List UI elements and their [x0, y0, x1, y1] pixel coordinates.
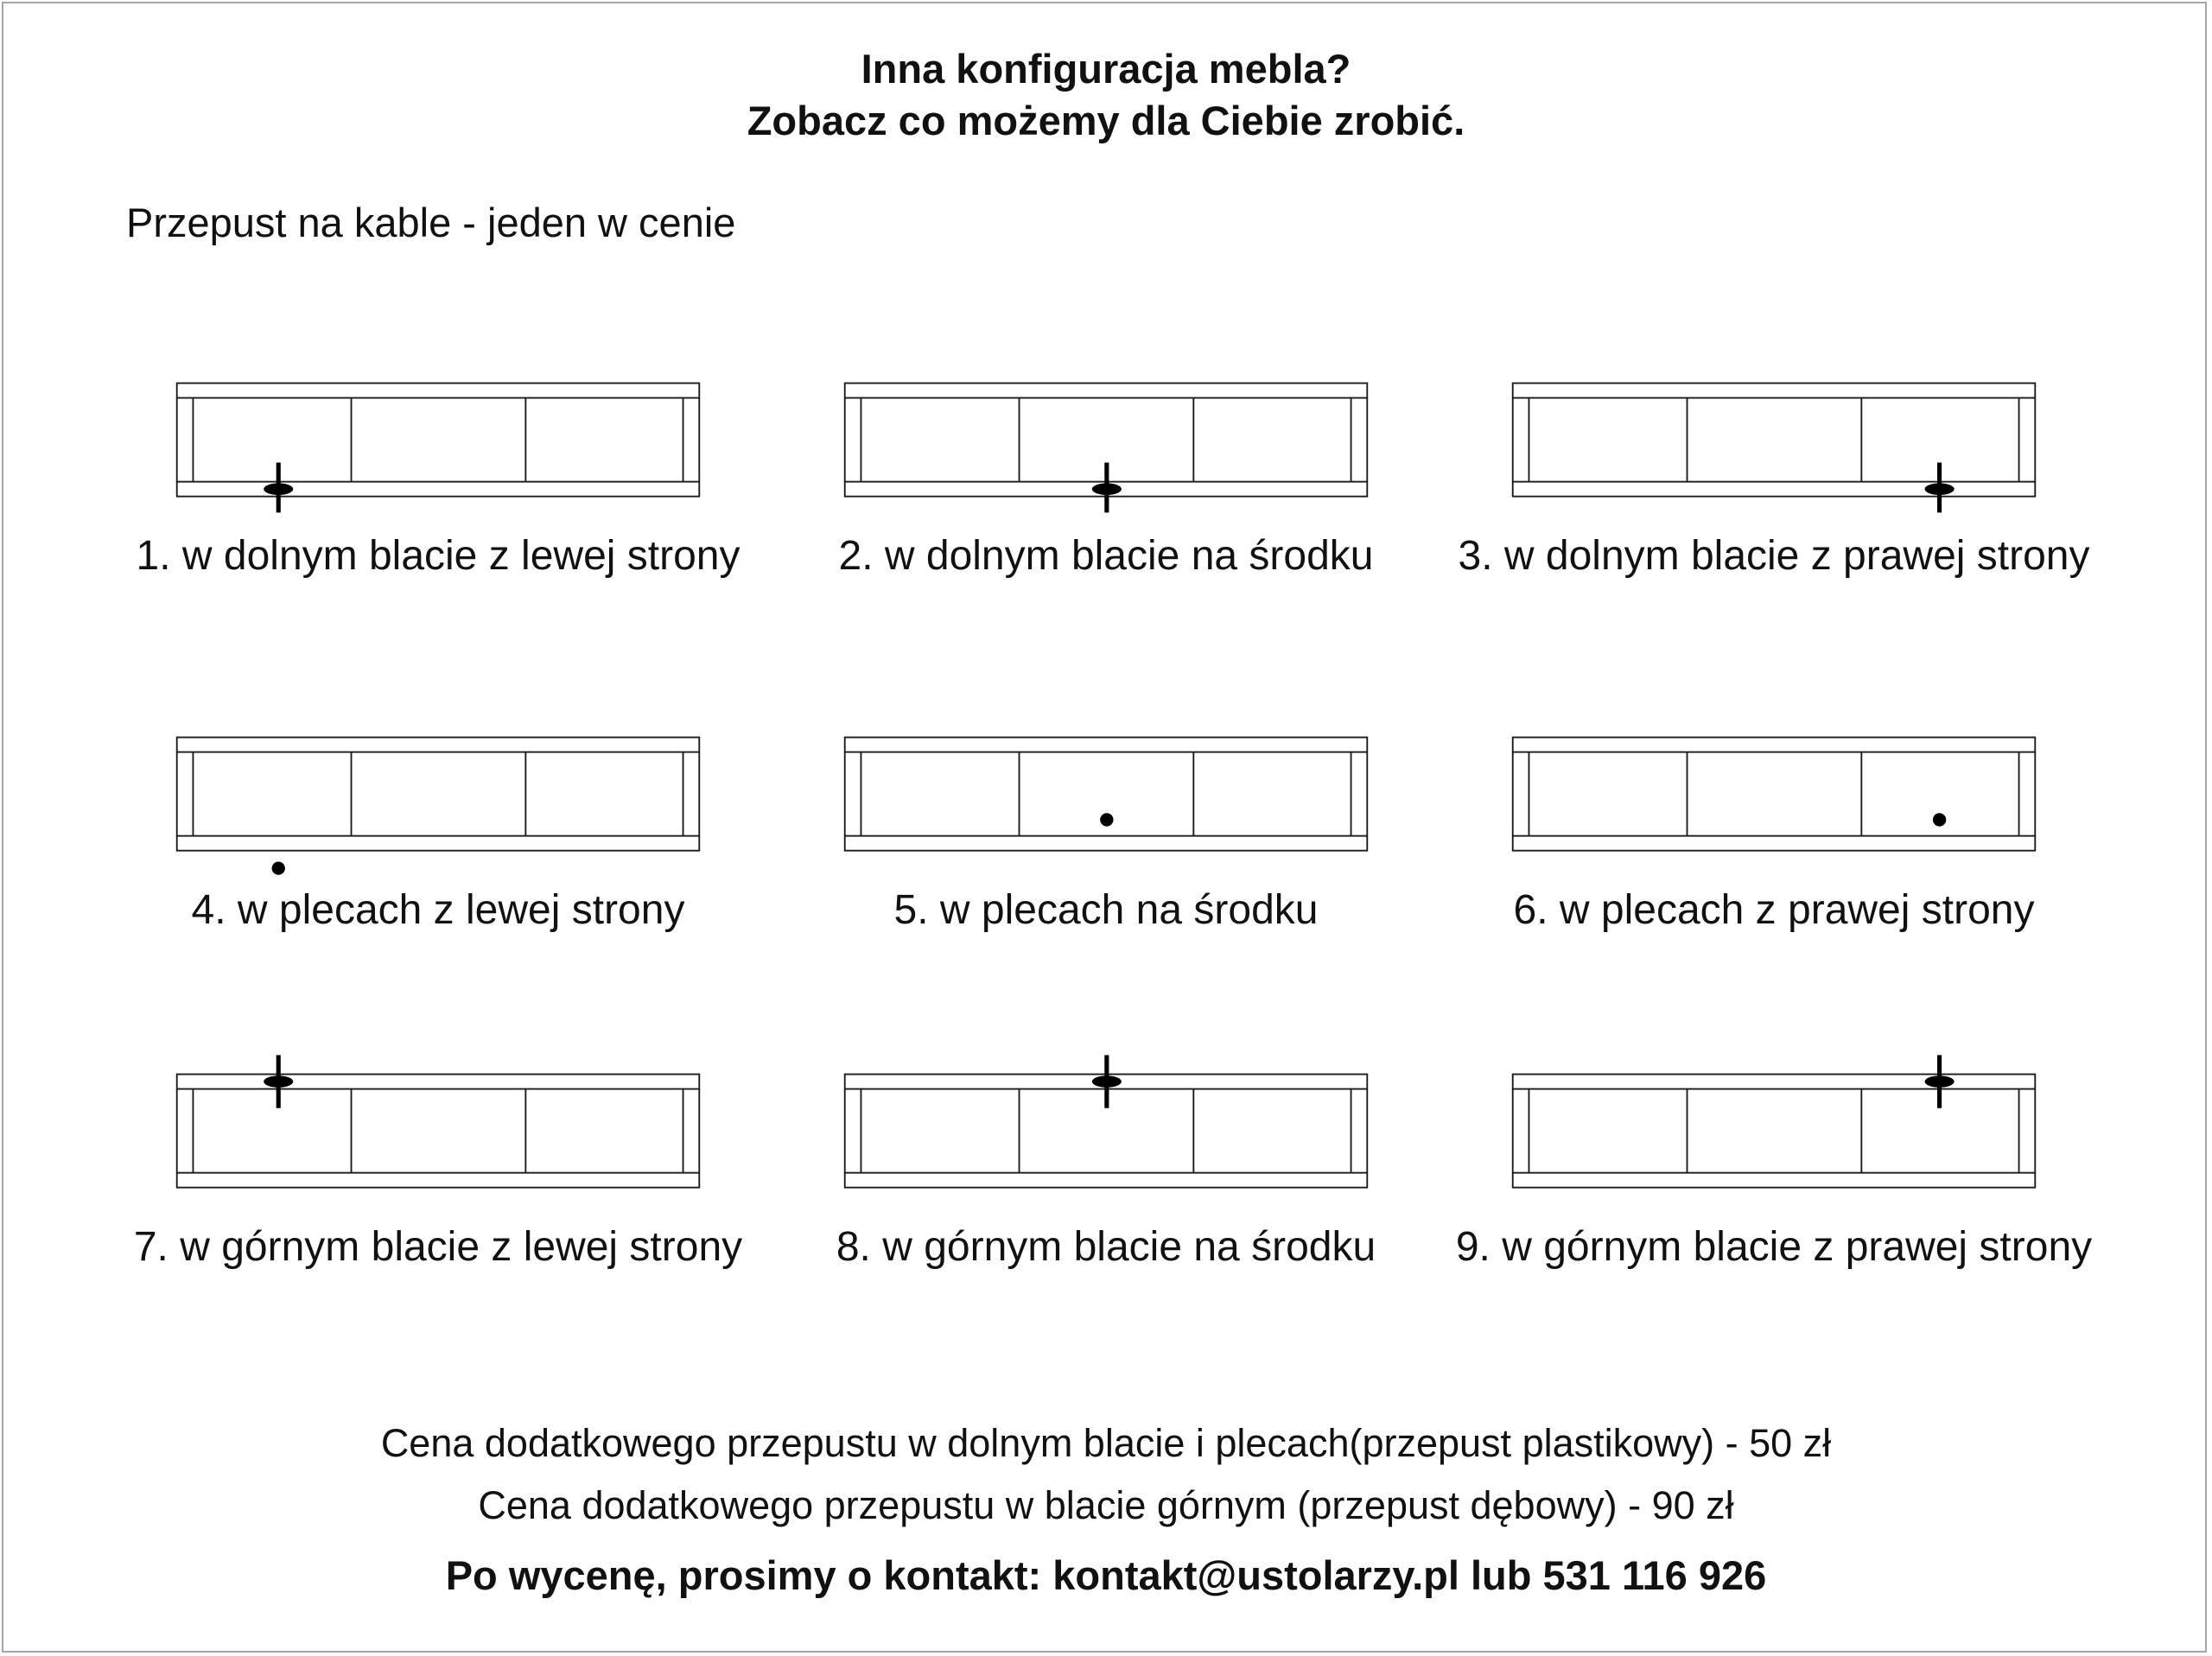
- cable-pass-dot: [272, 861, 285, 874]
- option-label-4: 4. w plecach z lewej strony: [191, 887, 685, 933]
- bottom-board: [1513, 836, 2036, 851]
- option-label-9: 9. w górnym blacie z prawej strony: [1455, 1224, 2093, 1270]
- page-title-line-2: Zobacz co możemy dla Ciebie zrobić.: [747, 98, 1465, 143]
- shelf-diagram-7: [131, 1052, 745, 1201]
- shelf-svg: [131, 1052, 745, 1201]
- top-board: [177, 1075, 700, 1089]
- cable-pass-marker: [264, 483, 293, 495]
- top-board: [1513, 1075, 2036, 1089]
- option-label-8: 8. w górnym blacie na środku: [836, 1224, 1376, 1270]
- cable-pass-dot: [1933, 813, 1946, 826]
- option-label-5: 5. w plecach na środku: [893, 887, 1319, 933]
- shelf-diagram-2: [799, 361, 1413, 510]
- shelf-diagram-5: [799, 715, 1413, 864]
- shelf-diagram-1: [131, 361, 745, 510]
- bottom-board: [177, 482, 700, 497]
- top-board: [845, 384, 1368, 398]
- shelf-svg: [1467, 1052, 2081, 1201]
- shelf-svg: [1467, 361, 2081, 510]
- option-label-2: 2. w dolnym blacie na środku: [838, 533, 1374, 579]
- cable-pass-marker: [1925, 1075, 1955, 1088]
- shelf-svg: [131, 361, 745, 510]
- shelf-svg: [131, 715, 745, 864]
- option-label-6: 6. w plecach z prawej strony: [1513, 887, 2035, 933]
- option-label-3: 3. w dolnym blacie z prawej strony: [1458, 533, 2090, 579]
- option-label-7: 7. w górnym blacie z lewej strony: [133, 1224, 743, 1270]
- shelf-svg: [799, 361, 1413, 510]
- top-board: [177, 384, 700, 398]
- bottom-board: [845, 1173, 1368, 1188]
- bottom-board: [177, 1173, 700, 1188]
- top-board: [1513, 738, 2036, 752]
- shelf-diagram-6: [1467, 715, 2081, 864]
- shelf-diagram-9: [1467, 1052, 2081, 1201]
- price-line-1: Cena dodatkowego przepustu w dolnym blacie i plecach(przepust plastikowy) - 50 zł: [380, 1421, 1832, 1465]
- cable-pass-marker: [264, 1075, 293, 1088]
- top-board: [1513, 384, 2036, 398]
- contact-line: Po wycenę, prosimy o kontakt: kontakt@ustolarzy.pl lub 531 116 926: [445, 1552, 1767, 1598]
- cable-pass-marker: [1092, 1075, 1122, 1088]
- option-label-1: 1. w dolnym blacie z lewej strony: [136, 533, 741, 579]
- top-board: [845, 738, 1368, 752]
- shelf-svg: [799, 715, 1413, 864]
- page-title-line-1: Inna konfiguracja mebla?: [861, 46, 1351, 92]
- top-board: [177, 738, 700, 752]
- cable-pass-marker: [1092, 483, 1122, 495]
- bottom-board: [1513, 1173, 2036, 1188]
- price-line-2: Cena dodatkowego przepustu w blacie górnym (przepust dębowy) - 90 zł: [478, 1483, 1734, 1527]
- bottom-board: [845, 836, 1368, 851]
- shelf-svg: [1467, 715, 2081, 864]
- intro-text: Przepust na kable - jeden w cenie: [126, 200, 736, 245]
- shelf-diagram-8: [799, 1052, 1413, 1201]
- shelf-svg: [799, 1052, 1413, 1201]
- bottom-board: [1513, 482, 2036, 497]
- cable-pass-dot: [1100, 813, 1113, 826]
- bottom-board: [177, 836, 700, 851]
- shelf-diagram-4: [131, 715, 745, 864]
- cable-pass-marker: [1925, 483, 1955, 495]
- shelf-diagram-3: [1467, 361, 2081, 510]
